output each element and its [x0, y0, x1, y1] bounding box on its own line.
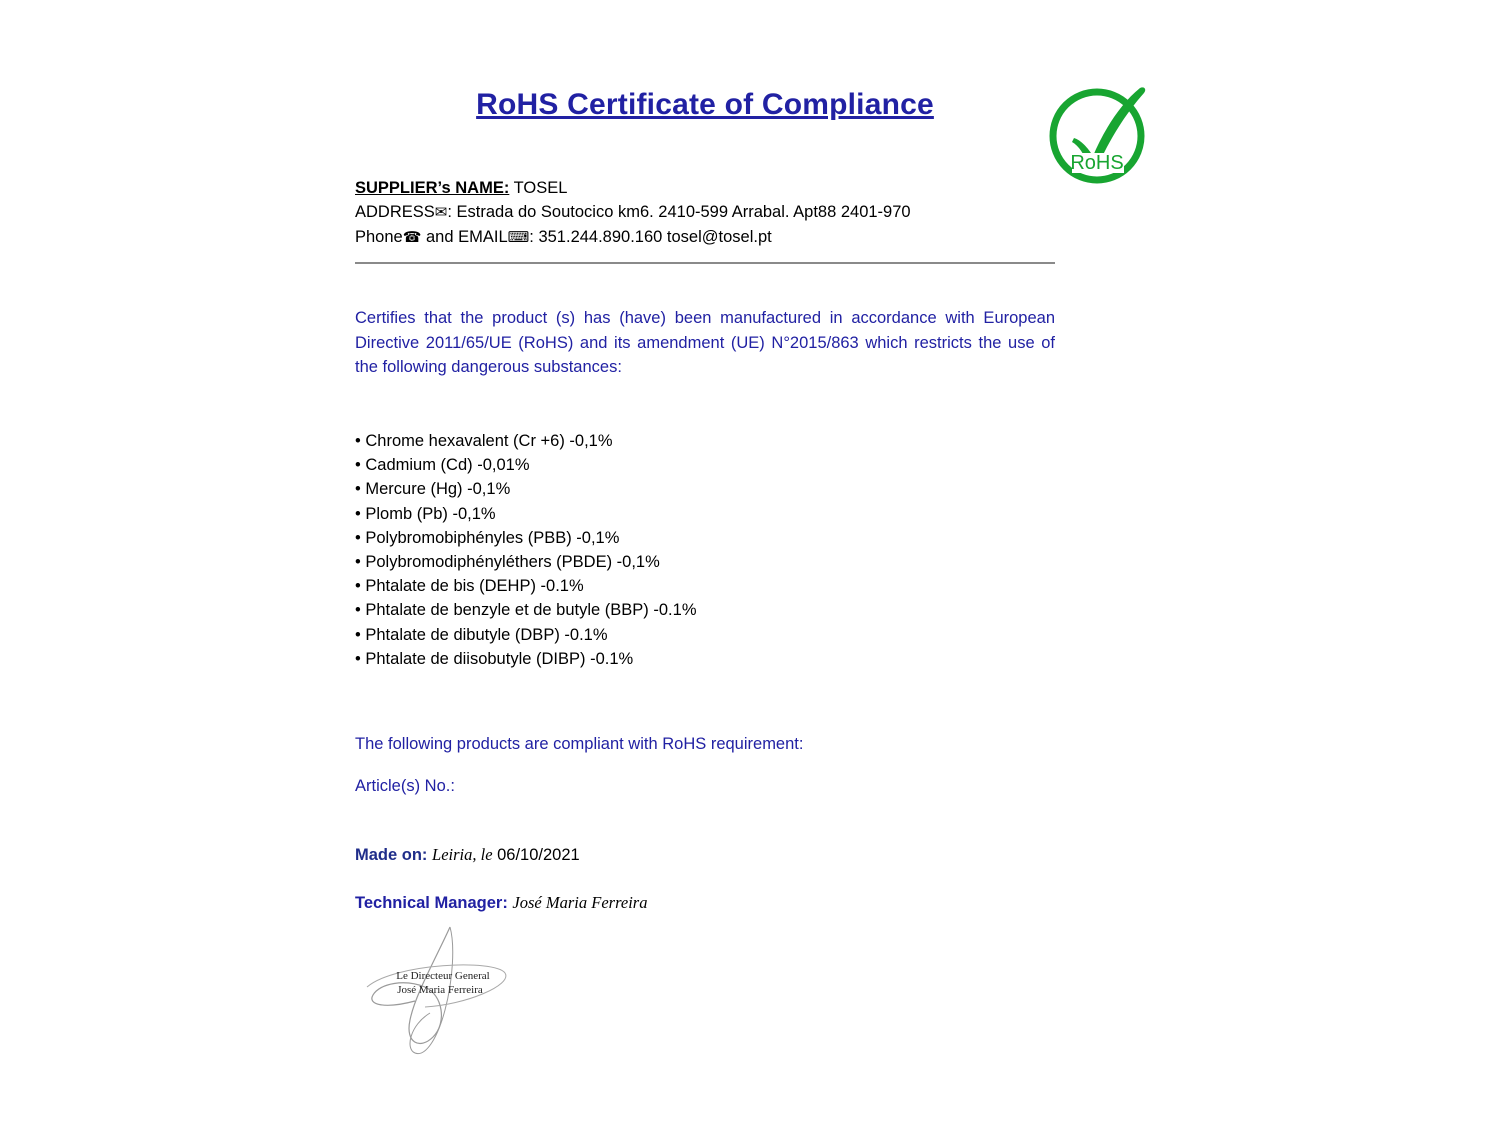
substance-item: • Chrome hexavalent (Cr +6) -0,1% [355, 429, 1055, 453]
substance-item: • Mercure (Hg) -0,1% [355, 477, 1055, 501]
supplier-address-line [355, 200, 1055, 225]
contact-value: : 351.244.890.160 tosel@tosel.pt [529, 228, 772, 246]
certification-paragraph: Certifies that the product (s) has (have) been manufactured in accordance with European Directive 2011/65/UE (RoHS) and its amendment (UE) N°2015/863 which restricts the use of the following dangerous substances: [355, 309, 1055, 376]
substance-item: • Polybromodiphényléthers (PBDE) -0,1% [355, 550, 1055, 574]
signature-text-line2: José Maria Ferreira [397, 984, 483, 996]
substance-item: • Phtalate de diisobutyle (DIBP) -0.1% [355, 647, 1055, 671]
substance-item: • Plomb (Pb) -0,1% [355, 502, 1055, 526]
supplier-contact-line [355, 225, 1055, 250]
made-on-label: Made on: [355, 846, 428, 864]
technical-manager-label: Technical Manager: [355, 894, 508, 912]
envelope-icon: ✉ [434, 204, 448, 221]
rohs-logo-graphic [1048, 80, 1153, 190]
substances-list [355, 429, 1055, 671]
substance-item: • Polybromobiphényles (PBB) -0,1% [355, 526, 1055, 550]
substance-item: • Phtalate de bis (DEHP) -0.1% [355, 574, 1055, 598]
signature-block [355, 925, 575, 1065]
substance-item: • Phtalate de benzyle et de butyle (BBP) -0.1% [355, 598, 1055, 622]
substance-item: • Cadmium (Cd) -0,01% [355, 453, 1055, 477]
divider [355, 262, 1055, 264]
supplier-name-value: TOSEL [513, 179, 568, 197]
computer-icon: ⌨ [507, 229, 530, 246]
supplier-name-label: SUPPLIER’s NAME: [355, 179, 510, 197]
made-on-date: 06/10/2021 [497, 846, 580, 864]
address-value: : Estrada do Soutocico km6. 2410-599 Arrabal. Apt88 2401-970 [447, 203, 911, 221]
supplier-name-line [355, 176, 1055, 200]
compliance-statement: The following products are compliant with RoHS requirement: [355, 735, 804, 753]
made-on-place: Leiria, le [432, 845, 493, 864]
signature-graphic [355, 925, 575, 1065]
email-label: and EMAIL [421, 228, 508, 246]
phone-icon: ☎ [402, 229, 422, 246]
technical-manager-name: José Maria Ferreira [512, 893, 648, 912]
phone-label: Phone [355, 228, 403, 246]
signature-text-line1: Le Directeur General [396, 970, 490, 982]
technical-manager-line [355, 893, 647, 913]
substance-item: • Phtalate de dibutyle (DBP) -0.1% [355, 623, 1055, 647]
address-label: ADDRESS [355, 203, 435, 221]
rohs-logo [1048, 80, 1153, 190]
articles-label: Article(s) No.: [355, 777, 455, 795]
rohs-logo-label: RoHS [1070, 152, 1124, 174]
page-title: RoHS Certificate of Compliance [476, 88, 934, 121]
made-on-line [355, 845, 580, 865]
supplier-block [355, 176, 1055, 250]
